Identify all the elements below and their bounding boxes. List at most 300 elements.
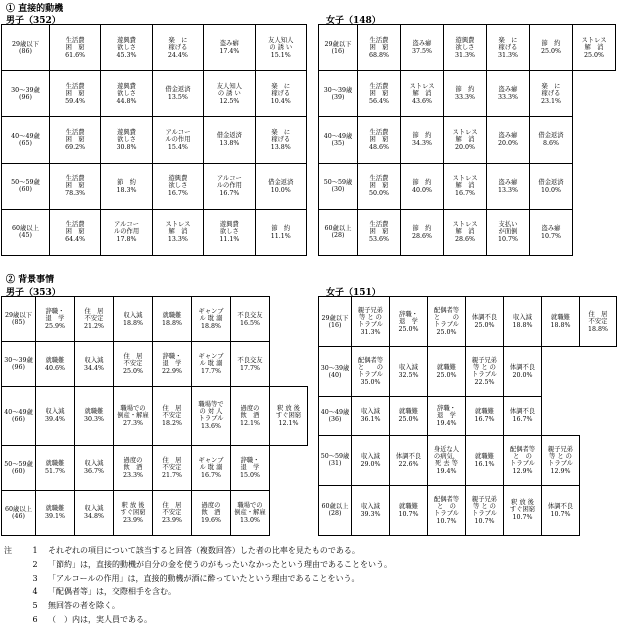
reason-percent: 31.3% xyxy=(497,51,518,59)
note-item xyxy=(4,585,392,599)
reason-label: 楽 に 稼げる xyxy=(271,128,291,143)
reason-label: 借金返済 xyxy=(216,132,242,140)
empty-cell xyxy=(270,445,308,490)
reason-percent: 10.0% xyxy=(540,186,561,194)
reason-cell xyxy=(270,387,308,446)
reason-label: ストレス 解 消 xyxy=(165,221,191,236)
reason-cell xyxy=(530,71,573,117)
reason-cell xyxy=(204,209,255,255)
reason-percent: 19.6% xyxy=(200,516,221,524)
reason-cell xyxy=(466,435,504,485)
reason-cell xyxy=(114,387,153,446)
age-group-cell xyxy=(2,209,50,255)
reason-percent: 30.3% xyxy=(83,416,104,424)
age-group-cell xyxy=(319,117,358,163)
count-label: (60) xyxy=(12,467,25,475)
reason-label: 就職難 xyxy=(45,356,65,364)
count-label: (60) xyxy=(18,186,32,194)
reason-label: 就職難 xyxy=(84,408,104,416)
reason-percent: 10.7% xyxy=(540,232,561,240)
reason-cell xyxy=(504,397,542,435)
reason-percent: 59.4% xyxy=(65,97,86,105)
note-item xyxy=(4,544,392,558)
empty-cell xyxy=(573,117,616,163)
reason-label: 借金返済 xyxy=(268,178,294,186)
reason-label: 遊興費 欲しさ xyxy=(117,128,136,143)
reason-cell xyxy=(231,387,270,446)
reason-label: 職場での 倒産・解雇 xyxy=(234,501,266,516)
empty-cell xyxy=(573,209,616,255)
reason-label: 節 約 xyxy=(412,224,432,232)
age-group-cell xyxy=(319,209,358,255)
age-label: 29歳以下 xyxy=(12,40,39,48)
reason-cell xyxy=(504,435,542,485)
reason-cell xyxy=(358,209,401,255)
reason-percent: 39.3% xyxy=(360,510,381,518)
reason-label: 就職難 xyxy=(45,460,65,468)
reason-percent: 21.7% xyxy=(161,471,182,479)
reason-percent: 18.8% xyxy=(550,322,571,330)
reason-label: 住 居 不安定 xyxy=(84,308,104,323)
reason-label: ストレス 解 消 xyxy=(452,175,478,190)
age-group-cell xyxy=(2,297,36,342)
reason-label: 遊興費 欲しさ xyxy=(219,221,239,236)
reason-cell xyxy=(504,485,542,535)
reason-label: 収入減 xyxy=(84,356,104,364)
reason-label: ギャンブ ル 耽 溺 xyxy=(198,353,224,368)
reason-cell xyxy=(75,445,114,490)
count-label: (96) xyxy=(12,364,25,372)
reason-label: 住 居 不安定 xyxy=(162,456,182,471)
table-row xyxy=(2,387,308,446)
reason-cell xyxy=(358,117,401,163)
reason-percent: 45.3% xyxy=(116,51,137,59)
reason-percent: 20.0% xyxy=(512,372,533,380)
age-group-cell xyxy=(319,163,358,209)
reason-cell xyxy=(36,387,75,446)
reason-cell xyxy=(352,347,390,397)
reason-percent: 27.3% xyxy=(122,419,143,427)
reason-percent: 20.0% xyxy=(454,143,475,151)
reason-cell xyxy=(401,117,444,163)
reason-cell xyxy=(153,297,192,342)
reason-label: 過度の 飲 酒 xyxy=(240,404,260,419)
reason-cell xyxy=(192,297,231,342)
reason-cell xyxy=(444,163,487,209)
note-text: 「節約」は，直接的動機が自分の金を使うのがもったいなかったという理由であることをいう。 xyxy=(48,559,392,569)
reason-percent: 18.3% xyxy=(116,186,137,194)
age-group-cell xyxy=(319,397,352,435)
reason-label: 節 約 xyxy=(455,86,475,94)
reason-percent: 12.1% xyxy=(239,419,260,427)
reason-label: 体調不良 xyxy=(509,364,536,372)
reason-cell xyxy=(401,71,444,117)
reason-cell xyxy=(444,209,487,255)
reason-percent: 43.6% xyxy=(411,97,432,105)
age-label: 50～59歳 xyxy=(323,179,353,187)
reason-percent: 10.4% xyxy=(270,97,291,105)
reason-cell xyxy=(204,25,255,71)
reason-percent: 23.9% xyxy=(161,516,182,524)
reason-cell xyxy=(152,117,203,163)
reason-cell xyxy=(49,25,100,71)
reason-cell xyxy=(101,163,152,209)
reason-cell xyxy=(153,342,192,387)
reason-cell xyxy=(49,117,100,163)
reason-cell xyxy=(231,297,270,342)
reason-cell xyxy=(231,445,270,490)
reason-percent: 17.8% xyxy=(116,236,137,244)
reason-cell xyxy=(530,163,573,209)
reason-percent: 39.4% xyxy=(44,416,65,424)
age-label: 50～59歳 xyxy=(4,460,33,468)
notes xyxy=(4,544,392,627)
reason-cell xyxy=(114,342,153,387)
reason-percent: 18.8% xyxy=(122,319,143,327)
reason-label: 職場での 倒産・解雇 xyxy=(117,404,149,419)
reason-percent: 34.8% xyxy=(83,513,104,521)
reason-cell xyxy=(36,490,75,535)
reason-percent: 17.4% xyxy=(219,48,240,56)
age-group-cell xyxy=(319,435,352,485)
reason-label: 友人知人 の 誘 い xyxy=(216,82,242,97)
reason-percent: 68.8% xyxy=(368,51,389,59)
reason-percent: 37.5% xyxy=(411,48,432,56)
reason-cell xyxy=(444,71,487,117)
reason-percent: 36.7% xyxy=(83,468,104,476)
reason-label: 楽 に 稼げる xyxy=(271,82,291,97)
reason-label: 収入減 xyxy=(84,460,104,468)
note-item xyxy=(4,558,392,572)
age-label: 29歳以下 xyxy=(321,314,349,322)
note-item xyxy=(4,599,392,613)
reason-label: 盗み癖 xyxy=(219,40,239,48)
reason-cell xyxy=(358,71,401,117)
note-text: 「配偶者等」は，交際相手を含む。 xyxy=(48,587,176,597)
reason-cell xyxy=(75,342,114,387)
reason-label: 釈 放 後 すぐ困窮 xyxy=(275,404,302,419)
reason-percent: 34.3% xyxy=(411,140,432,148)
reason-cell xyxy=(542,435,580,485)
reason-percent: 56.4% xyxy=(368,97,389,105)
section2-male-header: 男子（353） xyxy=(6,288,61,298)
table-row xyxy=(2,163,307,209)
reason-cell xyxy=(192,342,231,387)
reason-cell xyxy=(152,209,203,255)
reason-label: 就職難 xyxy=(399,502,418,510)
reason-label: 釈 放 後 すぐ困窮 xyxy=(509,499,536,514)
reason-label: 生活費 困 窮 xyxy=(65,221,85,236)
reason-cell xyxy=(204,117,255,163)
age-group-cell xyxy=(319,347,352,397)
empty-cell xyxy=(580,397,617,435)
age-label: 40～49歳 xyxy=(320,408,350,416)
reason-cell xyxy=(255,117,306,163)
reason-cell xyxy=(101,71,152,117)
reason-percent: 25.0% xyxy=(474,322,495,330)
section2-title: ② 背景事情 xyxy=(6,275,55,285)
reason-cell xyxy=(401,163,444,209)
reason-percent: 10.7% xyxy=(512,514,533,522)
reason-percent: 25.0% xyxy=(398,325,419,333)
reason-cell xyxy=(101,25,152,71)
reason-percent: 13.8% xyxy=(270,143,291,151)
reason-percent: 10.7% xyxy=(497,236,518,244)
reason-label: 釈 放 後 すぐ困窮 xyxy=(120,501,146,516)
section1-title: ① 直接的動機 xyxy=(6,4,64,14)
reason-cell xyxy=(153,387,192,446)
reason-percent: 13.0% xyxy=(239,516,260,524)
age-label: 40～49歳 xyxy=(4,408,33,416)
reason-cell xyxy=(114,490,153,535)
age-label: 60歳以上 xyxy=(5,505,32,513)
table-row xyxy=(2,25,307,71)
reason-percent: 51.7% xyxy=(44,468,65,476)
reason-percent: 18.8% xyxy=(161,319,182,327)
reason-label: 就職難 xyxy=(437,364,456,372)
note-text: 無回答の者を除く。 xyxy=(48,601,120,611)
reason-cell xyxy=(352,297,390,347)
reason-percent: 69.2% xyxy=(65,143,86,151)
reason-percent: 61.6% xyxy=(65,51,86,59)
age-label: 60歳以上 xyxy=(321,503,349,511)
reason-label: 不良交友 xyxy=(237,311,263,319)
reason-cell xyxy=(75,490,114,535)
age-group-cell xyxy=(319,297,352,347)
reason-percent: 18.8% xyxy=(587,325,608,333)
reason-percent: 78.3% xyxy=(65,190,86,198)
reason-percent: 10.7% xyxy=(398,510,419,518)
age-group-cell xyxy=(319,71,358,117)
reason-cell xyxy=(444,117,487,163)
reason-percent: 48.6% xyxy=(368,143,389,151)
reason-cell xyxy=(487,209,530,255)
reason-percent: 12.5% xyxy=(219,97,240,105)
reason-percent: 25.0% xyxy=(583,51,604,59)
count-label: (28) xyxy=(331,232,345,240)
reason-cell xyxy=(204,71,255,117)
reason-percent: 23.3% xyxy=(122,471,143,479)
reason-cell xyxy=(255,71,306,117)
reason-cell xyxy=(580,297,617,347)
age-label: 30～39歳 xyxy=(11,86,40,94)
reason-cell xyxy=(101,117,152,163)
table-row xyxy=(2,209,307,255)
reason-percent: 39.1% xyxy=(44,513,65,521)
reason-percent: 50.0% xyxy=(368,190,389,198)
table-row xyxy=(2,342,308,387)
reason-percent: 18.8% xyxy=(200,323,221,331)
reason-cell xyxy=(204,163,255,209)
reason-label: ギャンブ ル 耽 溺 xyxy=(198,308,224,323)
reason-label: 就職難 xyxy=(399,408,418,416)
reason-label: アルコー ルの作用 xyxy=(165,128,191,143)
reason-cell xyxy=(255,209,306,255)
reason-percent: 12.9% xyxy=(512,467,533,475)
reason-percent: 21.2% xyxy=(83,323,104,331)
reason-label: 生活費 困 窮 xyxy=(369,82,389,97)
reason-percent: 32.5% xyxy=(398,372,419,380)
reason-cell xyxy=(255,25,306,71)
reason-cell xyxy=(390,297,428,347)
age-group-cell xyxy=(319,25,358,71)
reason-cell xyxy=(530,25,573,71)
reason-cell xyxy=(542,297,580,347)
reason-label: ストレス 解 消 xyxy=(581,36,607,51)
reason-cell xyxy=(75,297,114,342)
reason-label: 住 居 不安定 xyxy=(588,310,608,325)
reason-label: 収入減 xyxy=(45,408,65,416)
reason-label: 盗み癖 xyxy=(498,178,518,186)
note-number: 2 xyxy=(32,559,38,569)
reason-percent: 40.0% xyxy=(411,186,432,194)
reason-percent: 11.1% xyxy=(270,232,291,240)
reason-cell xyxy=(231,342,270,387)
reason-label: 借金返済 xyxy=(538,178,564,186)
reason-percent: 10.7% xyxy=(474,517,495,525)
reason-label: 節 約 xyxy=(412,178,432,186)
reason-cell xyxy=(101,209,152,255)
reason-label: 過度の 飲 酒 xyxy=(201,501,221,516)
note-item xyxy=(4,613,392,627)
reason-label: 体調不良 xyxy=(395,452,422,460)
count-label: (85) xyxy=(12,319,25,327)
table-row xyxy=(319,163,616,209)
empty-cell xyxy=(270,297,308,342)
reason-percent: 25.0% xyxy=(398,416,419,424)
reason-cell xyxy=(428,485,466,535)
reason-label: 収入減 xyxy=(399,364,418,372)
reason-percent: 40.6% xyxy=(44,364,65,372)
reason-cell xyxy=(152,71,203,117)
reason-label: 身近な人 の病気， 死 去 等 xyxy=(433,445,460,467)
reason-percent: 17.7% xyxy=(239,364,260,372)
reason-percent: 16.5% xyxy=(239,319,260,327)
reason-percent: 22.6% xyxy=(398,460,419,468)
reason-cell xyxy=(390,485,428,535)
reason-label: 収入減 xyxy=(361,502,380,510)
empty-cell xyxy=(580,347,617,397)
reason-label: 体調不良 xyxy=(547,502,574,510)
reason-cell xyxy=(428,397,466,435)
reason-percent: 13.3% xyxy=(497,186,518,194)
reason-label: 支払い が面倒 xyxy=(498,221,518,236)
count-label: (16) xyxy=(331,47,345,55)
reason-percent: 25.0% xyxy=(436,372,457,380)
age-label: 29歳以下 xyxy=(324,40,352,48)
note-number: 3 xyxy=(32,573,38,583)
reason-label: 不良交友 xyxy=(237,356,263,364)
age-group-cell xyxy=(2,117,50,163)
reason-label: 借金返済 xyxy=(165,86,191,94)
reason-percent: 31.3% xyxy=(360,329,381,337)
age-group-cell xyxy=(2,25,50,71)
reason-percent: 44.8% xyxy=(116,97,137,105)
reason-percent: 17.7% xyxy=(200,368,221,376)
note-number: 4 xyxy=(32,587,38,597)
reason-label: ストレス 解 消 xyxy=(452,128,478,143)
reason-label: 就職難 xyxy=(551,314,570,322)
reason-label: 生活費 困 窮 xyxy=(369,36,389,51)
age-label: 40～49歳 xyxy=(323,132,353,140)
count-label: (96) xyxy=(18,93,32,101)
reason-cell xyxy=(49,209,100,255)
reason-cell xyxy=(192,387,231,446)
reason-cell xyxy=(36,297,75,342)
reason-percent: 31.3% xyxy=(454,51,475,59)
reason-percent: 53.6% xyxy=(368,236,389,244)
reason-label: ストレス 解 消 xyxy=(452,221,478,236)
section2-male-table xyxy=(1,296,308,536)
reason-cell xyxy=(542,485,580,535)
reason-label: 体調不良 xyxy=(509,408,536,416)
reason-label: 盗み癖 xyxy=(541,224,561,232)
reason-cell xyxy=(487,117,530,163)
count-label: (35) xyxy=(331,139,345,147)
reason-label: 就職難 xyxy=(162,311,182,319)
age-label: 60歳以上 xyxy=(12,225,39,233)
count-label: (28) xyxy=(328,510,342,518)
reason-label: 辞職・ 退 学 xyxy=(45,308,65,323)
note-text: （ ）内は，実人員である。 xyxy=(48,614,152,624)
reason-percent: 23.1% xyxy=(540,97,561,105)
reason-cell xyxy=(428,347,466,397)
reason-label: 過度の 飲 酒 xyxy=(123,456,143,471)
reason-cell xyxy=(49,163,100,209)
count-label: (40) xyxy=(328,371,342,379)
age-label: 30～39歳 xyxy=(320,364,350,372)
reason-percent: 13.6% xyxy=(200,423,221,431)
table-row xyxy=(319,397,617,435)
reason-label: 収入減 xyxy=(361,408,380,416)
reason-cell xyxy=(152,163,203,209)
age-label: 29歳以下 xyxy=(5,312,32,320)
reason-cell xyxy=(428,435,466,485)
table-row xyxy=(319,297,617,347)
reason-label: 生活費 困 窮 xyxy=(65,128,85,143)
age-group-cell xyxy=(2,490,36,535)
age-group-cell xyxy=(2,445,36,490)
reason-cell xyxy=(358,163,401,209)
reason-percent: 22.9% xyxy=(161,368,182,376)
reason-label: 生活費 困 窮 xyxy=(369,221,389,236)
age-group-cell xyxy=(2,163,50,209)
section1-female-header: 女子（148） xyxy=(326,16,381,26)
reason-label: 親子兄弟 等 と の トラブル xyxy=(547,445,574,467)
reason-percent: 18.8% xyxy=(512,322,533,330)
section1-male-table xyxy=(1,24,307,256)
reason-cell xyxy=(444,25,487,71)
note-item xyxy=(4,572,392,586)
age-label: 60歳以上 xyxy=(324,225,352,233)
reason-percent: 25.0% xyxy=(436,329,457,337)
empty-cell xyxy=(573,163,616,209)
reason-cell xyxy=(152,25,203,71)
reason-label: 生活費 困 窮 xyxy=(369,175,389,190)
reason-label: 配偶者等 と の トラブル xyxy=(433,307,460,329)
table-row xyxy=(2,117,307,163)
reason-cell xyxy=(36,445,75,490)
reason-label: ギャンブ ル 耽 溺 xyxy=(198,456,224,471)
table-row xyxy=(319,435,617,485)
reason-cell xyxy=(401,209,444,255)
age-label: 30～39歳 xyxy=(4,357,33,365)
section2-female-header: 女子（151） xyxy=(326,288,381,298)
reason-cell xyxy=(466,347,504,397)
reason-percent: 10.0% xyxy=(270,186,291,194)
table-row xyxy=(2,71,307,117)
reason-label: 収入減 xyxy=(513,314,532,322)
